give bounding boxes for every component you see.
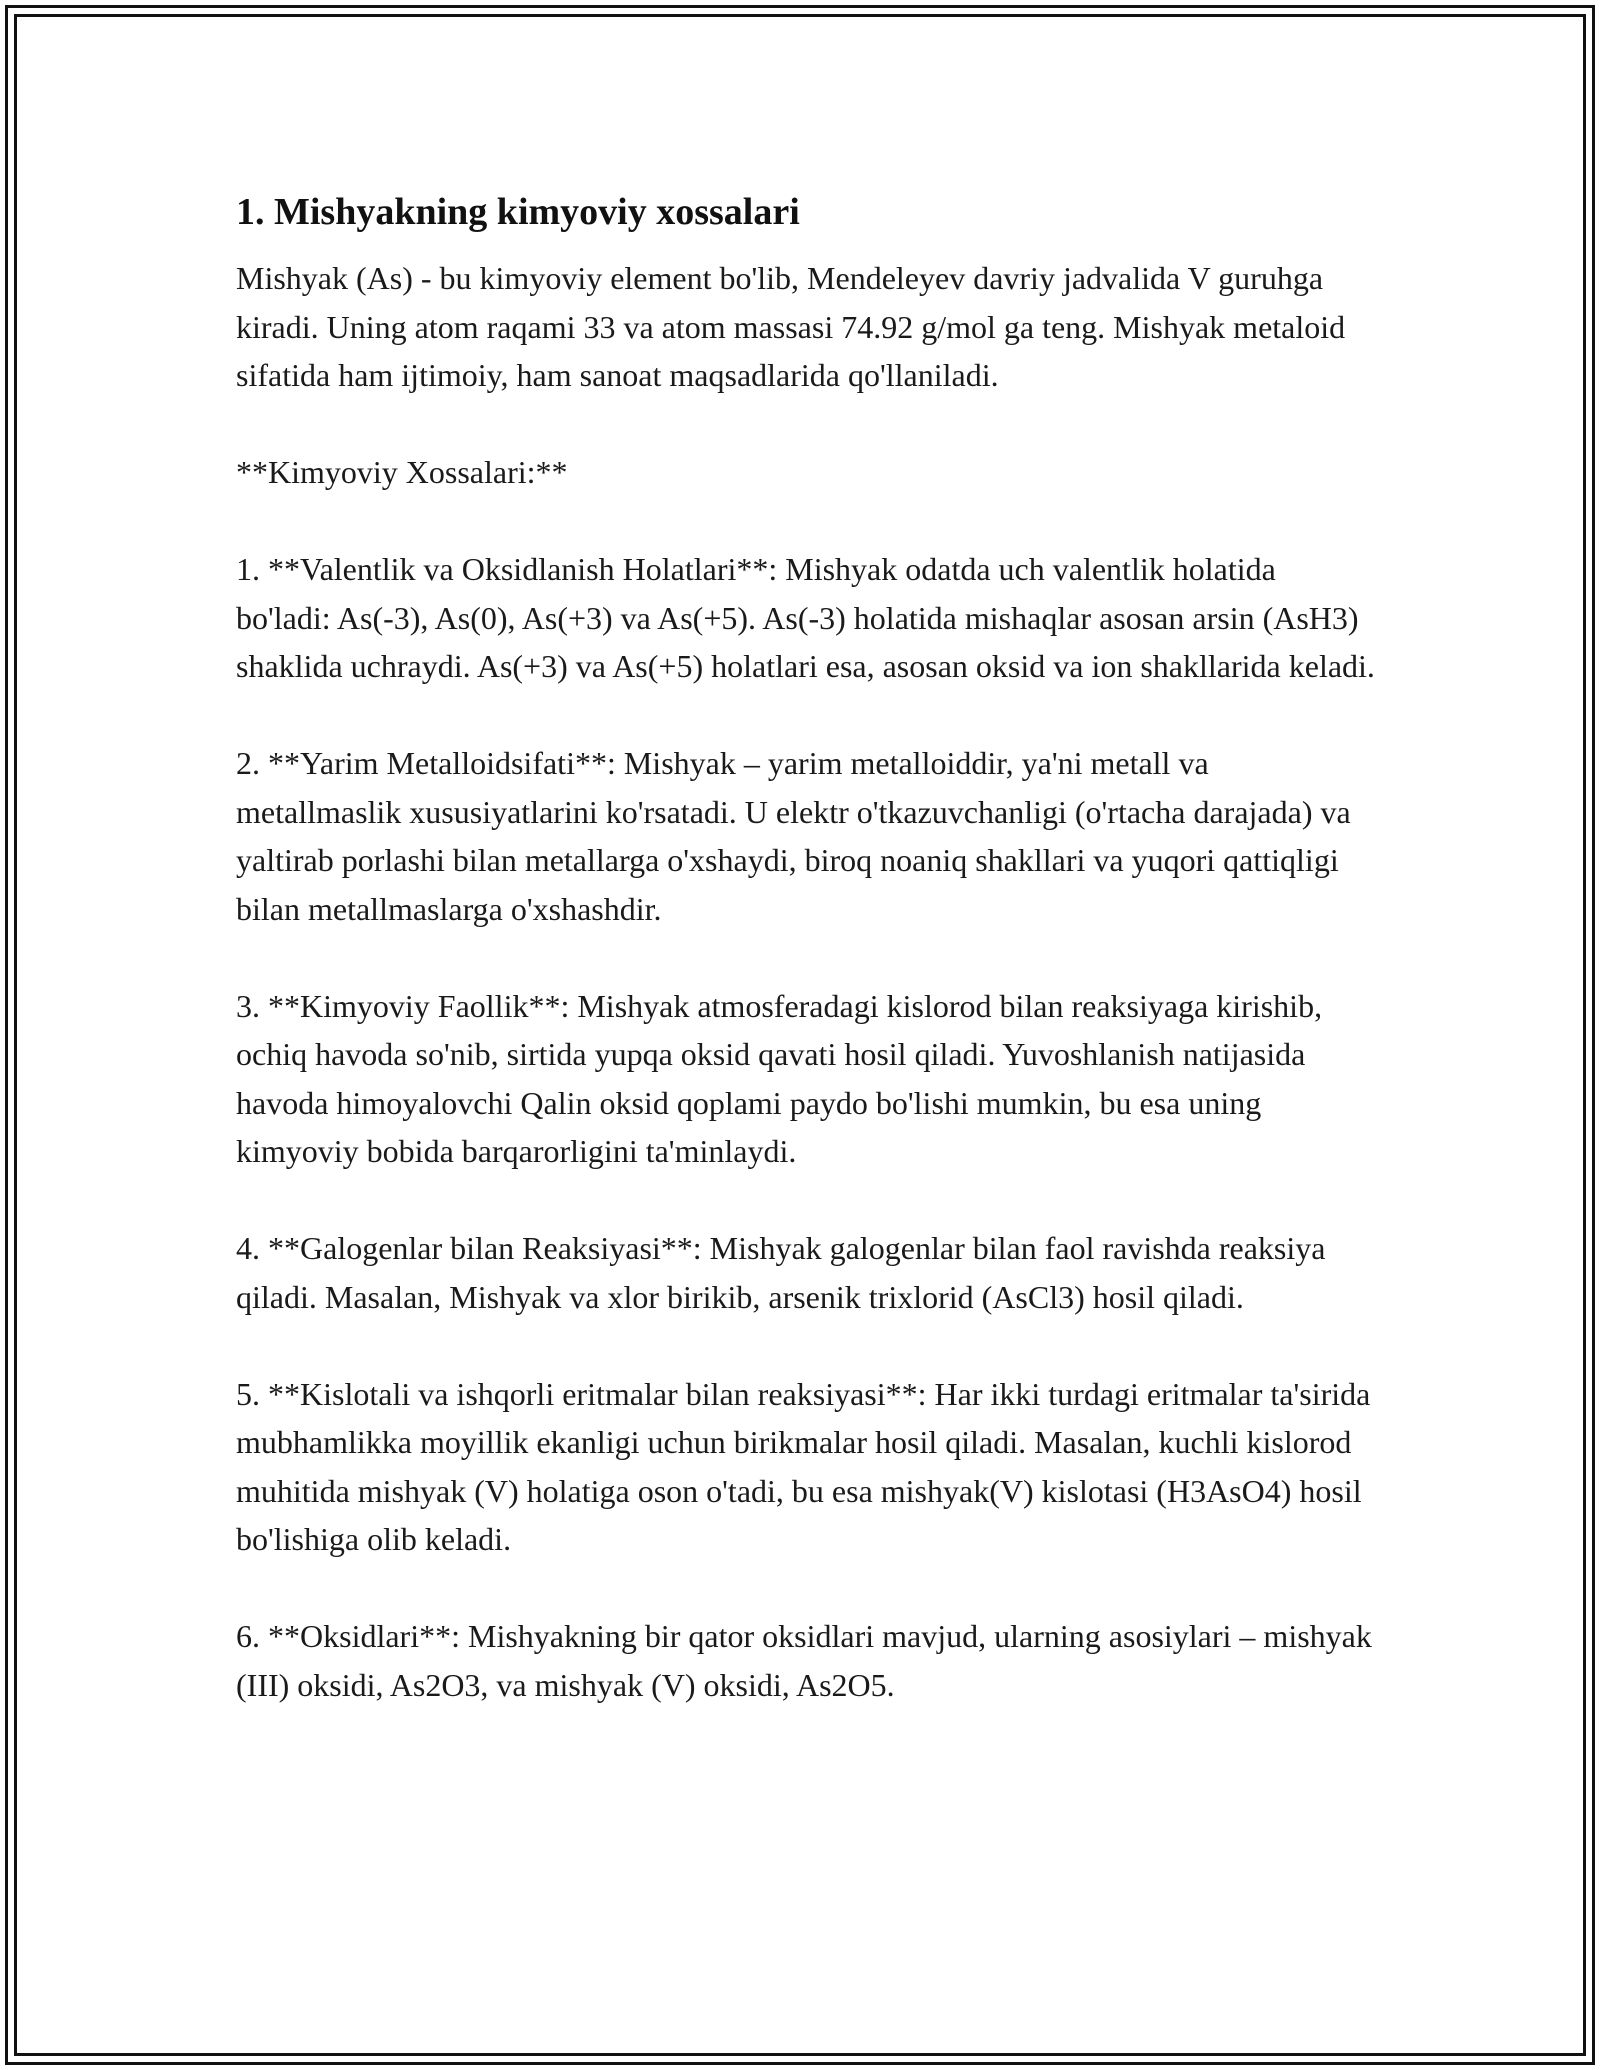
document-body [236,188,1376,1758]
property-item-6: 6. **Oksidlari**: Mishyakning bir qator oksidlari mavjud, ularning asosiylari – mishyak (III) oksidi, As2O3, va mishyak (V) oksidi, As2O5. [236,1618,1372,1703]
property-item-5: 5. **Kislotali va ishqorli eritmalar bilan reaksiyasi**: Har ikki turdagi eritmalar ta'sirida mubhamlikka moyillik ekanligi uchun birikmalar hosil qiladi. Masalan, kuchli kislorod muhitida mishyak (V) holatiga oson o'tadi, bu esa mishyak(V) kislotasi (H3AsO4) hosil bo'lishiga olib keladi. [236,1375,1371,1557]
page-title: 1. Mishyakning kimyoviy xossalari [236,191,800,233]
intro-paragraph: Mishyak (As) - bu kimyoviy element bo'lib, Mendeleyev davriy jadvalida V guruhga kiradi. Uning atom raqami 33 va atom massasi 74.92 g/mol ga teng. Mishyak metaloid sifatida ham ijtimoiy, ham sanoat maqsadlarida qo'llaniladi. [236,260,1346,393]
section-label: **Kimyoviy Xossalari:** [236,454,568,490]
property-item-4: 4. **Galogenlar bilan Reaksiyasi**: Mishyak galogenlar bilan faol ravishda reaksiya qiladi. Masalan, Mishyak va xlor birikib, arsenik trixlorid (AsCl3) hosil qiladi. [236,1230,1326,1315]
property-item-3: 3. **Kimyoviy Faollik**: Mishyak atmosferadagi kislorod bilan reaksiyaga kirishib, ochiq havoda so'nib, sirtida yupqa oksid qavati hosil qiladi. Yuvoshlanish natijasida havoda himoyalovchi Qalin oksid qoplami paydo bo'lishi mumkin, bu esa uning kimyoviy bobida barqarorligini ta'minlaydi. [236,987,1323,1169]
property-item-1: 1. **Valentlik va Oksidlanish Holatlari**: Mishyak odatda uch valentlik holatida bo'ladi: As(-3), As(0), As(+3) va As(+5). As(-3) holatida mishaqlar asosan arsin (AsH3) shaklida uchraydi. As(+3) va As(+5) holatlari esa, asosan oksid va ion shakllarida keladi. [236,551,1375,684]
property-item-2: 2. **Yarim Metalloidsifati**: Mishyak – yarim metalloiddir, ya'ni metall va metallmaslik xususiyatlarini ko'rsatadi. U elektr o'tkazuvchanligi (o'rtacha darajada) va yaltirab porlashi bilan metallarga o'xshaydi, biroq noaniq shakllari va yuqori qattiqligi bilan metallmaslarga o'xshashdir. [236,745,1351,927]
